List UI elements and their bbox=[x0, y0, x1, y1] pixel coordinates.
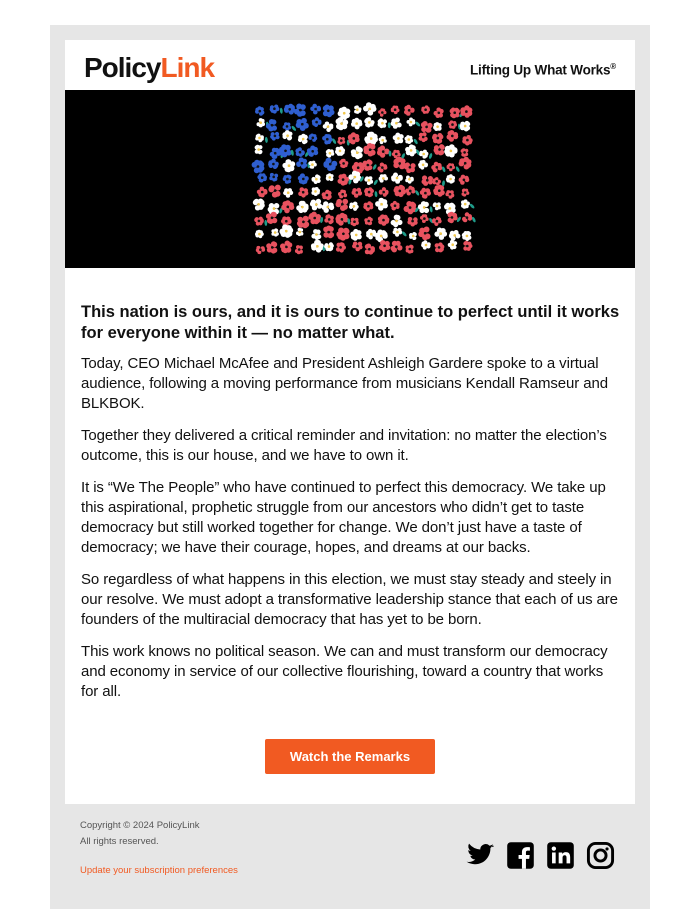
flower bbox=[422, 175, 434, 186]
flower bbox=[324, 242, 334, 251]
flower bbox=[297, 216, 309, 228]
flower bbox=[322, 134, 337, 145]
flower bbox=[296, 118, 309, 131]
flower bbox=[459, 175, 470, 185]
email-body bbox=[81, 302, 623, 714]
flower bbox=[352, 242, 363, 252]
flower bbox=[270, 132, 280, 141]
flower bbox=[409, 232, 417, 240]
flower bbox=[339, 159, 348, 168]
facebook-icon[interactable] bbox=[506, 841, 535, 870]
flower bbox=[445, 190, 454, 199]
paragraph-5: This work knows no political season. We can and must transform our democracy and economy in service of our collective flourishing, toward a country that works for all. bbox=[81, 643, 608, 700]
instagram-icon[interactable] bbox=[586, 841, 615, 870]
flower bbox=[335, 146, 345, 156]
flower bbox=[393, 228, 408, 237]
hero-banner bbox=[65, 90, 635, 268]
flower bbox=[433, 202, 441, 210]
flower bbox=[459, 157, 472, 170]
flower bbox=[322, 190, 332, 200]
flower bbox=[406, 245, 414, 254]
flower bbox=[310, 199, 322, 211]
flower bbox=[266, 241, 277, 253]
flower bbox=[418, 201, 433, 213]
flower bbox=[462, 231, 472, 241]
flower bbox=[309, 161, 317, 169]
flower bbox=[283, 188, 293, 198]
flower bbox=[296, 228, 303, 236]
flower bbox=[255, 134, 268, 143]
paragraph-2: Together they delivered a critical reminder and invitation: no matter the election’s outcome, this is our house, and we have to own it. bbox=[81, 427, 607, 464]
flower bbox=[257, 173, 267, 182]
flower bbox=[338, 190, 347, 199]
flower bbox=[421, 105, 430, 114]
flower bbox=[432, 133, 443, 144]
flower bbox=[323, 122, 334, 133]
policylink-logo[interactable] bbox=[84, 54, 214, 82]
flower bbox=[448, 120, 461, 129]
flower bbox=[418, 227, 430, 241]
flower bbox=[312, 117, 322, 127]
flower bbox=[448, 212, 462, 224]
flower bbox=[375, 198, 388, 211]
flower bbox=[421, 121, 433, 133]
flower bbox=[391, 241, 403, 253]
flower bbox=[391, 173, 403, 184]
flower bbox=[391, 118, 402, 129]
flower bbox=[405, 135, 419, 145]
flower bbox=[379, 187, 389, 197]
flower bbox=[364, 132, 378, 145]
flower bbox=[379, 136, 387, 144]
flower bbox=[351, 146, 363, 159]
flower bbox=[377, 163, 387, 173]
flower bbox=[432, 217, 442, 226]
flower bbox=[462, 135, 472, 146]
flower bbox=[312, 174, 321, 184]
copyright-text: Copyright © 2024 PolicyLink bbox=[80, 820, 200, 831]
flower bbox=[279, 144, 294, 157]
flower bbox=[310, 104, 321, 115]
flower bbox=[256, 246, 265, 254]
paragraph-1: Today, CEO Michael McAfee and President Ashleigh Gardere spoke to a virtual audience, following a moving performance from musicians Kendall Ramseur and BLKBOK. bbox=[81, 355, 608, 412]
flower bbox=[311, 229, 321, 240]
flower bbox=[279, 224, 293, 238]
flower bbox=[324, 214, 334, 224]
flower bbox=[336, 228, 349, 241]
flower bbox=[326, 149, 334, 158]
flower bbox=[266, 212, 277, 224]
flower bbox=[351, 118, 362, 130]
flower bbox=[294, 104, 306, 117]
flower bbox=[364, 176, 378, 185]
flower bbox=[404, 201, 420, 214]
flower bbox=[257, 187, 268, 198]
flower bbox=[431, 162, 446, 173]
flower bbox=[268, 185, 280, 198]
flower bbox=[391, 215, 403, 228]
flower bbox=[280, 241, 292, 254]
flower bbox=[377, 145, 392, 157]
flower bbox=[282, 130, 292, 140]
flower bbox=[404, 105, 415, 116]
flower bbox=[405, 144, 420, 156]
logo-link: Link bbox=[160, 52, 215, 83]
flower bbox=[283, 122, 297, 131]
flower bbox=[434, 108, 444, 119]
flower bbox=[405, 176, 414, 184]
flower bbox=[433, 185, 445, 197]
flower bbox=[448, 240, 458, 250]
flower bbox=[420, 188, 431, 199]
flower bbox=[435, 242, 445, 252]
flower bbox=[379, 174, 388, 183]
flower bbox=[378, 108, 386, 117]
flower bbox=[418, 160, 428, 170]
flower bbox=[311, 240, 326, 253]
flower bbox=[354, 105, 361, 114]
flower bbox=[296, 158, 310, 169]
flower bbox=[283, 175, 292, 184]
flower bbox=[444, 144, 457, 157]
flower bbox=[407, 217, 417, 227]
update-preferences-link[interactable]: Update your subscription preferences bbox=[80, 865, 238, 876]
flower bbox=[282, 159, 295, 172]
social-links bbox=[466, 841, 615, 870]
flower bbox=[461, 199, 475, 209]
flower bbox=[460, 121, 471, 132]
flower bbox=[461, 148, 469, 157]
flower-flag-illustration bbox=[65, 90, 635, 268]
flower bbox=[421, 240, 431, 249]
flower bbox=[255, 145, 263, 154]
flower bbox=[363, 102, 377, 115]
flower bbox=[323, 105, 335, 118]
paragraph-4: So regardless of what happens in this election, we must stay steady and steely in our resolve. We must adopt a transformative leadership stance that each of us are founders of the multiracial democracy that has yet to be born. bbox=[81, 571, 618, 628]
flower bbox=[268, 159, 279, 169]
flower bbox=[364, 217, 372, 226]
flower bbox=[352, 188, 363, 198]
flower bbox=[311, 187, 320, 196]
flower bbox=[322, 201, 335, 213]
flower bbox=[298, 187, 308, 197]
flower bbox=[252, 160, 265, 173]
flower bbox=[449, 230, 461, 241]
flower bbox=[407, 118, 421, 128]
headline: This nation is ours, and it is ours to continue to perfect until it works for everyone within it — no matter what. bbox=[81, 303, 620, 342]
twitter-icon[interactable] bbox=[466, 841, 495, 870]
tagline-text: Lifting Up What Works bbox=[470, 62, 611, 78]
flower bbox=[365, 244, 375, 255]
flower bbox=[323, 226, 334, 239]
flower bbox=[350, 229, 362, 241]
flower bbox=[463, 241, 472, 251]
flower bbox=[404, 162, 416, 173]
flower bbox=[419, 150, 433, 160]
flower bbox=[378, 214, 390, 226]
flower bbox=[323, 158, 337, 172]
flower bbox=[307, 146, 318, 157]
flower bbox=[363, 201, 373, 211]
flower bbox=[335, 213, 350, 226]
flower bbox=[405, 186, 420, 196]
flower bbox=[350, 218, 359, 227]
flower bbox=[295, 245, 303, 254]
paragraph-3: It is “We The People” who have continued to perfect this democracy. We take up this aspirational, prophetic struggle from our ancestors who didn’t get to taste democracy but still worked together for change. We don’t just have a taste of democracy; we have their courage, hopes, and dreams at our backs. bbox=[81, 479, 606, 556]
flower bbox=[336, 242, 346, 252]
watch-remarks-button[interactable]: Watch the Remarks bbox=[265, 739, 435, 774]
flower bbox=[375, 230, 388, 243]
flower bbox=[348, 132, 360, 144]
rights-text: All rights reserved. bbox=[80, 836, 159, 847]
flower bbox=[266, 119, 277, 131]
flower bbox=[391, 106, 400, 115]
flower bbox=[253, 199, 265, 211]
flower bbox=[349, 202, 359, 211]
email-header bbox=[65, 40, 635, 90]
flower bbox=[270, 105, 283, 114]
logo-policy: Policy bbox=[84, 52, 161, 83]
flower bbox=[462, 189, 470, 197]
flower bbox=[281, 200, 294, 213]
flower bbox=[394, 185, 406, 197]
flower bbox=[446, 174, 455, 183]
flower bbox=[269, 173, 278, 182]
flower bbox=[271, 228, 279, 236]
flower bbox=[308, 134, 317, 142]
flower bbox=[364, 117, 374, 128]
flower bbox=[363, 143, 375, 157]
flower bbox=[390, 201, 399, 211]
flower bbox=[298, 134, 308, 145]
flower bbox=[447, 163, 461, 172]
flower bbox=[433, 122, 442, 131]
flower bbox=[255, 230, 264, 239]
flower bbox=[378, 118, 391, 128]
flower bbox=[255, 106, 264, 116]
flower bbox=[337, 137, 349, 146]
flower bbox=[296, 201, 308, 213]
registered-mark: ® bbox=[610, 62, 616, 71]
flower bbox=[336, 199, 349, 211]
linkedin-icon[interactable] bbox=[546, 841, 575, 870]
flower bbox=[298, 173, 309, 184]
flower bbox=[393, 133, 404, 144]
flower bbox=[379, 240, 390, 252]
flower bbox=[420, 214, 434, 224]
flower bbox=[364, 187, 378, 197]
tagline bbox=[470, 62, 616, 78]
cta-container bbox=[265, 739, 435, 774]
flower bbox=[447, 130, 459, 142]
flower bbox=[434, 228, 447, 240]
flower bbox=[295, 147, 309, 157]
flower bbox=[462, 212, 476, 223]
flower bbox=[308, 212, 323, 225]
flower bbox=[326, 173, 334, 181]
flower bbox=[254, 217, 267, 226]
flower bbox=[434, 144, 445, 155]
flower bbox=[419, 132, 428, 142]
